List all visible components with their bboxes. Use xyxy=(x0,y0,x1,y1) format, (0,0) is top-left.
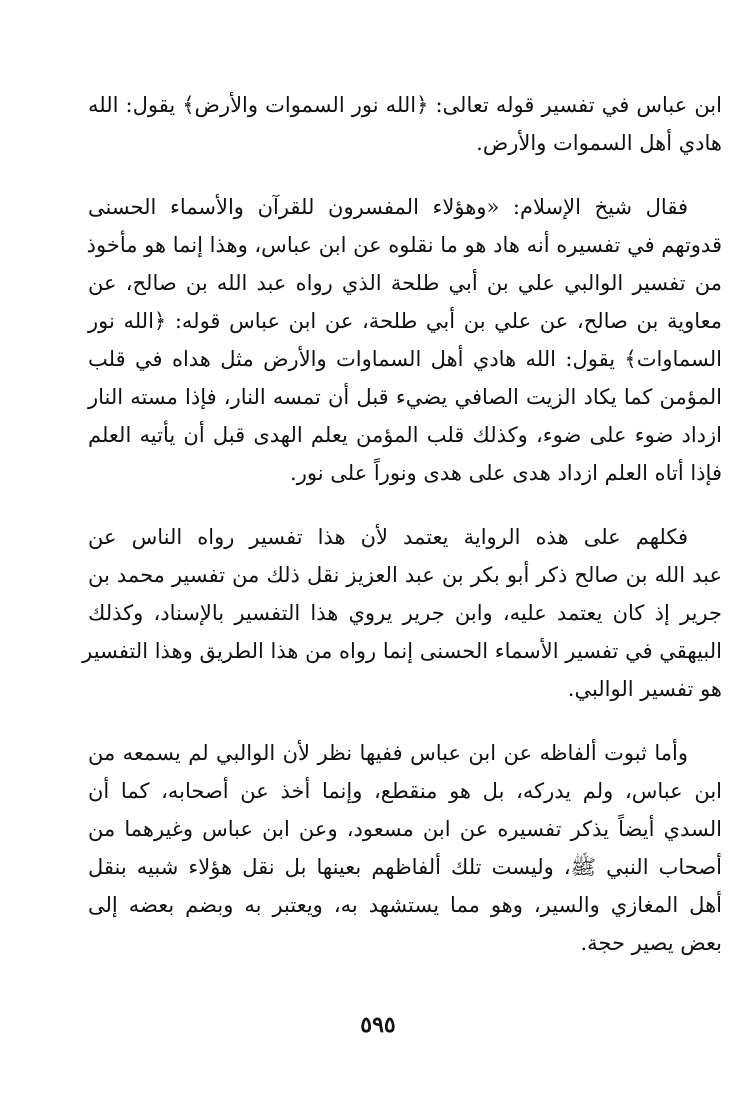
text-line: المؤمن كما يكاد الزيت الصافي يضيء قبل أن تمسه النار، فإذا مسته النار xyxy=(88,385,722,409)
text-line: عبد الله بن صالح ذكر أبو بكر بن عبد العزيز نقل ذلك من تفسير محمد بن xyxy=(88,563,722,587)
text-line: السدي أيضاً يذكر تفسيره عن ابن مسعود، وعن ابن عباس وغيرهما من xyxy=(88,817,722,841)
text-line: جرير إذ كان يعتمد عليه، وابن جرير يروي هذا التفسير بالإسناد، وكذلك xyxy=(88,601,722,625)
text-line: فقال شيخ الإسلام: «وهؤلاء المفسرون للقرآن والأسماء الحسنى xyxy=(88,195,688,219)
text-line: ابن عباس، ولم يدركه، بل هو منقطع، وإنما أخذ عن أصحابه، كما أن xyxy=(88,779,722,803)
page-body xyxy=(82,86,722,962)
text-line: أهل المغازي والسير، وهو مما يستشهد به، ويعتبر به وبضم بعضه إلى xyxy=(88,893,722,917)
text-line: وأما ثبوت ألفاظه عن ابن عباس ففيها نظر لأن الوالبي لم يسمعه من xyxy=(88,741,688,765)
text-line: معاوية بن صالح، عن علي بن أبي طلحة، عن ابن عباس قوله: ﴿الله نور xyxy=(88,309,722,333)
text-line: هادي أهل السموات والأرض. xyxy=(476,131,722,155)
paragraph-2 xyxy=(88,188,722,492)
text-line: أصحاب النبي ﷺ، وليست تلك ألفاظهم بعينها بل نقل هؤلاء شبيه بنقل xyxy=(88,855,722,879)
text-line: بعض يصير حجة. xyxy=(580,931,722,955)
text-line: فكلهم على هذه الرواية يعتمد لأن هذا تفسير رواه الناس عن xyxy=(88,525,688,549)
text-line: البيهقي في تفسير الأسماء الحسنى إنما رواه من هذا الطريق وهذا التفسير xyxy=(82,639,722,663)
paragraph-1 xyxy=(88,86,722,162)
text-line: ازداد ضوء على ضوء، وكذلك قلب المؤمن يعلم الهدى قبل أن يأتيه العلم xyxy=(88,423,722,447)
text-line: ابن عباس في تفسير قوله تعالى: ﴿الله نور السموات والأرض﴾ يقول: الله xyxy=(88,93,722,117)
paragraph-4 xyxy=(88,734,722,962)
page-number: ٥٩٥ xyxy=(360,1012,396,1038)
text-line: السماوات﴾ يقول: الله هادي أهل السماوات والأرض مثل هداه في قلب xyxy=(88,347,722,371)
text-line: هو تفسير الوالبي. xyxy=(567,677,722,701)
text-line: فإذا أتاه العلم ازداد هدى على هدى ونوراً على نور. xyxy=(290,461,722,485)
text-line: من تفسير الوالبي علي بن أبي طلحة الذي رواه عبد الله بن صالح، عن xyxy=(88,271,722,295)
text-line: قدوتهم في تفسيره أنه هاد هو ما نقلوه عن ابن عباس، وهذا إنما هو مأخوذ xyxy=(86,233,722,257)
paragraph-3 xyxy=(82,518,722,708)
